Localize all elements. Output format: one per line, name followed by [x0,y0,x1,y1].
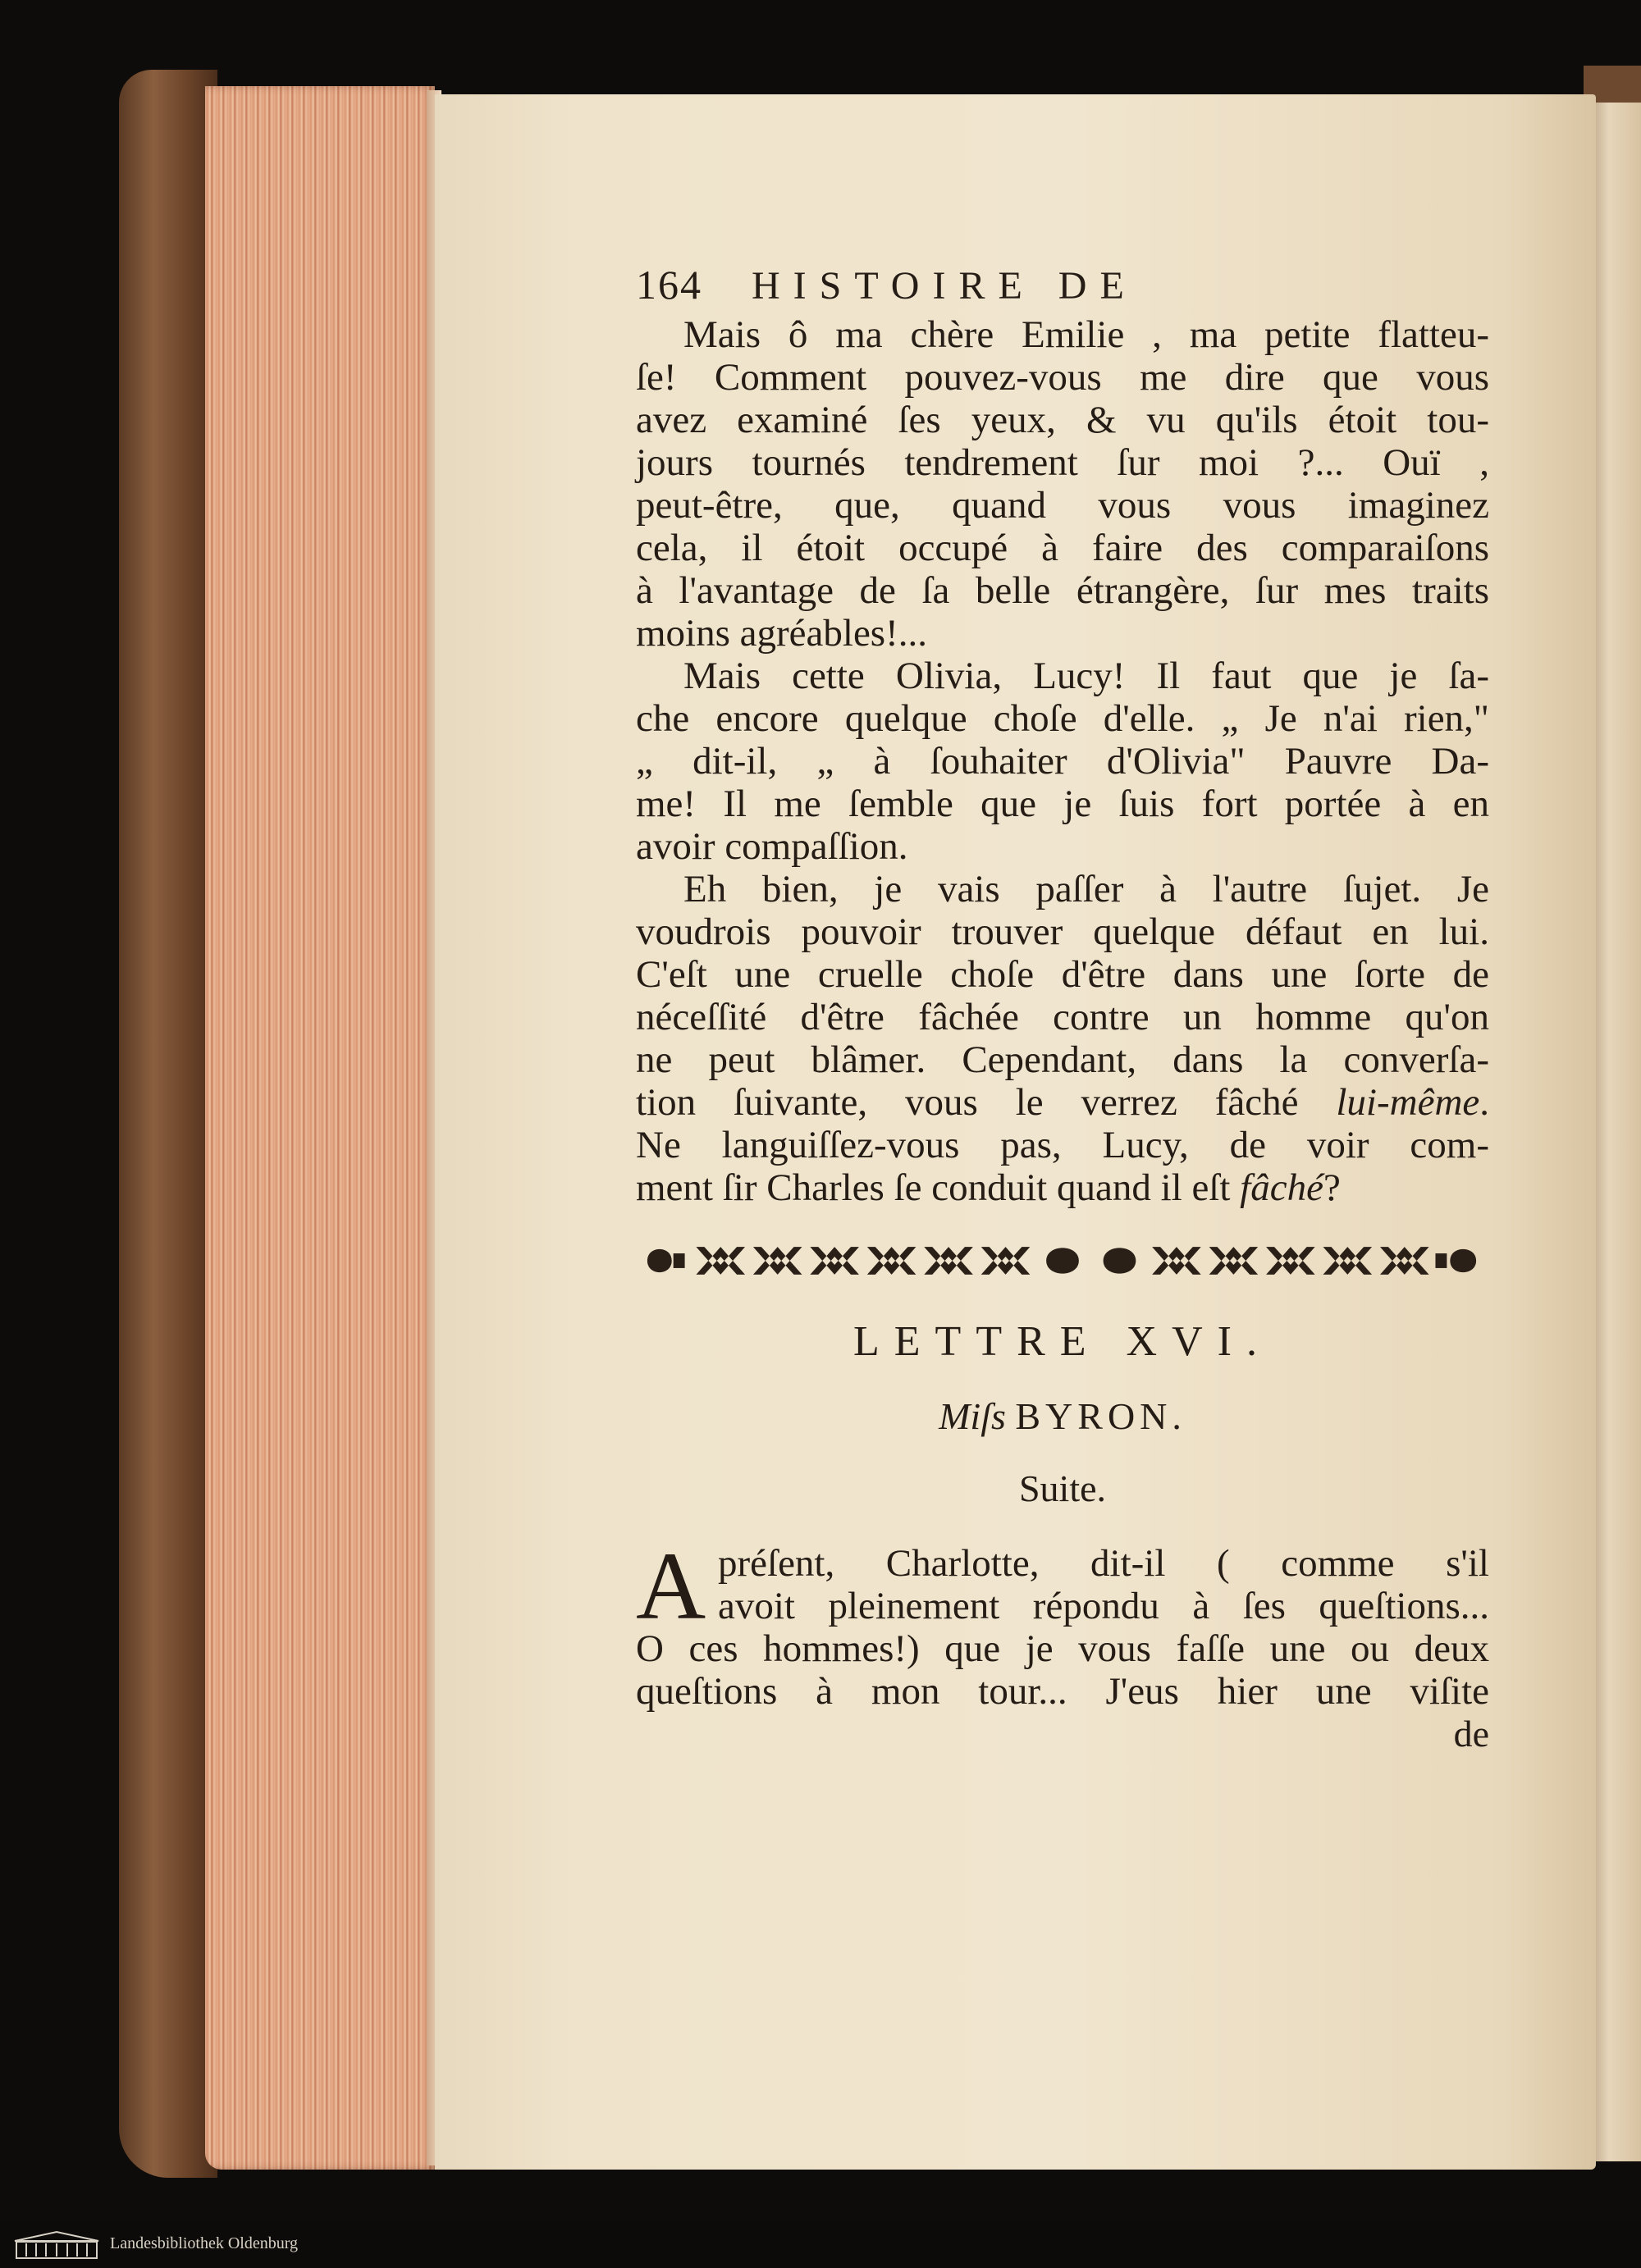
catchword: de [1453,1713,1489,1755]
paragraph [636,313,1489,655]
opening-line: queſtions à mon tour... J'eus hier une viſite [636,1670,1489,1713]
addressee-title: Miſs [939,1395,1006,1437]
text-line: avez examiné ſes yeux, & vu qu'ils étoit tou- [636,399,1489,441]
text-line: jours tournés tendrement ſur moi ?... Ouï , [636,441,1489,484]
ornament-icon [639,1237,1486,1285]
text-line: me! Il me ſemble que je ſuis fort portée à en [636,783,1489,825]
text-line: Eh bien, je vais paſſer à l'autre ſujet. Je [683,868,1489,910]
ornament-band [636,1237,1489,1285]
text-line: moins agréables!... [636,612,928,655]
text-line: ment ſir Charles ſe conduit quand il eſt fâché? [636,1166,1341,1209]
text-line: Ne languiſſez-vous pas, Lucy, de voir com- [636,1124,1489,1166]
library-building-icon [11,2229,102,2261]
text-line: „ dit-il, „ à ſouhaiter d'Olivia" Pauvre Da- [636,740,1489,783]
addressee-name: BYRON. [1015,1395,1186,1437]
page-number: 164 [636,262,702,308]
text-line: Mais cette Olivia, Lucy! Il faut que je ſa- [683,655,1489,697]
page-edges [205,86,435,2170]
text-line: tion ſuivante, vous le verrez fâché lui-même. [636,1081,1489,1124]
text-line: Mais ô ma chère Emilie , ma petite flatteu- [683,313,1489,356]
page-text [636,261,1489,1755]
opening-line: préſent, Charlotte, dit-il ( comme s'il [718,1542,1489,1585]
body-text [636,313,1489,1209]
library-name: Landesbibliothek Oldenburg [110,2234,299,2252]
opening-line: avoit pleinement répondu à ſes queſtions... [718,1585,1489,1627]
drop-cap: A [636,1532,706,1640]
text-line: peut-être, que, quand vous vous imaginez [636,484,1489,527]
text-line: néceſſité d'être fâchée contre un homme qu'on [636,996,1489,1038]
letter-suite: Suite. [1018,1467,1107,1509]
running-title: HISTOIRE DE [752,264,1137,308]
opening-line: O ces hommes!) que je vous faſſe une ou deux [636,1627,1489,1670]
text-line: voudrois pouvoir trouver quelque défaut en lui. [636,910,1489,953]
letter-opening [636,1532,1489,1755]
book-cover-edge [119,70,217,2178]
text-line: à l'avantage de ſa belle étrangère, ſur mes traits [636,569,1489,612]
text-line: cela, il étoit occupé à faire des comparaiſons [636,527,1489,569]
letter-title: LETTRE XVI. [853,1318,1272,1365]
text-line: ſe! Comment pouvez-vous me dire que vous [636,356,1489,399]
letter-addressee [636,1394,1489,1442]
text-line: avoir compaſſion. [636,825,908,868]
running-head [636,261,1489,313]
paragraph [636,868,1489,1209]
paragraph [636,655,1489,868]
text-line: ne peut blâmer. Cependant, dans la converſa- [636,1038,1489,1081]
text-line: C'eſt une cruelle choſe d'être dans une ſorte de [636,953,1489,996]
text-line: che encore quelque choſe d'elle. „ Je n'ai rien," [636,697,1489,740]
